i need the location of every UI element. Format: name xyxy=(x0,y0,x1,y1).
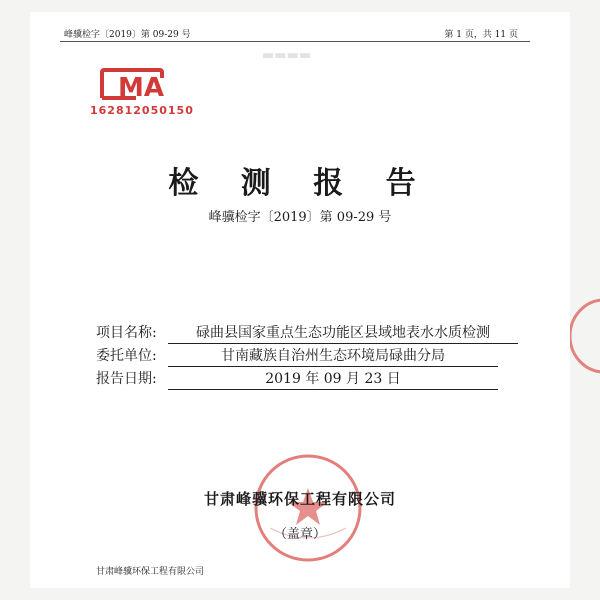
field-label: 项目名称: xyxy=(96,325,157,341)
field-client xyxy=(96,345,445,365)
header-doc-number: 峰骥检字〔2019〕第 09-29 号 xyxy=(64,30,191,40)
footer-company: 甘肃峰骥环保工程有限公司 xyxy=(96,567,205,577)
header-rule xyxy=(60,41,530,42)
company-name: 甘肃峰骥环保工程有限公司 xyxy=(203,490,396,508)
field-label: 委托单位: xyxy=(96,348,157,364)
report-title: 检 测 报 告 xyxy=(168,166,432,201)
field-value: 甘南藏族自治州生态环境局碌曲分局 xyxy=(168,345,498,367)
field-value: 2019 年 09 月 23 日 xyxy=(168,368,498,390)
cma-number: 162812050150 xyxy=(90,104,194,117)
field-report-date xyxy=(96,368,401,388)
cma-logo-letters: MA xyxy=(118,73,164,102)
header-page-info: 第 1 页，共 11 页 xyxy=(444,30,518,40)
bleed-through-text: ▬▬▬▬ xyxy=(262,48,312,63)
edge-seal-icon xyxy=(570,296,600,376)
field-label: 报告日期: xyxy=(96,371,157,387)
cma-logo-icon xyxy=(96,66,168,102)
field-value: 碌曲县国家重点生态功能区县域地表水水质检测 xyxy=(168,322,518,344)
report-number: 峰骥检字〔2019〕第 09-29 号 xyxy=(208,210,392,225)
stamp-label: （盖章） xyxy=(273,527,326,542)
field-project-name xyxy=(96,322,490,342)
